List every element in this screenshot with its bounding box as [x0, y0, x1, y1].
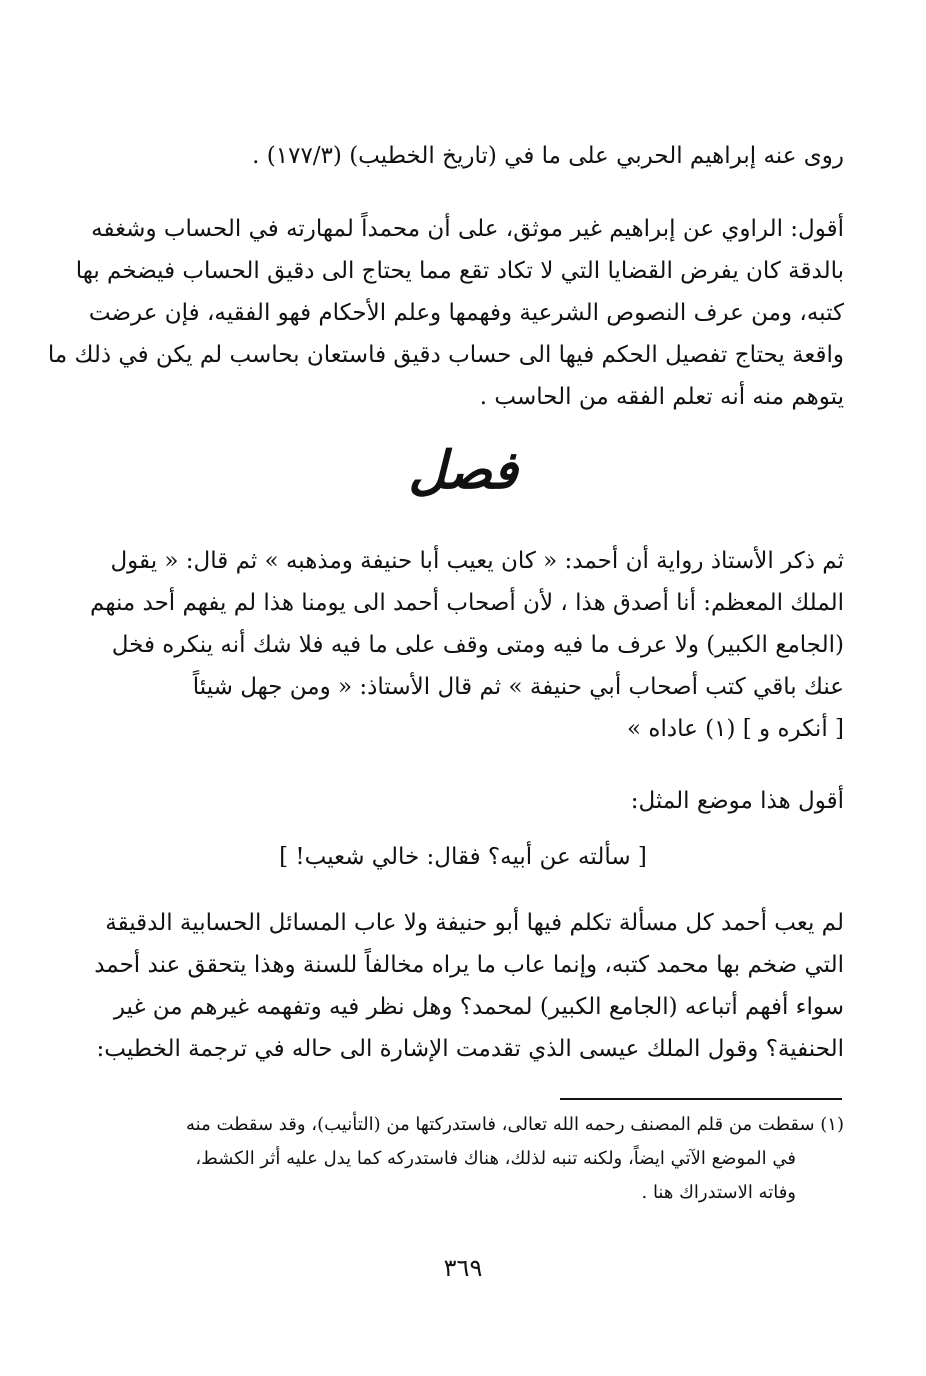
paragraph-line: واقعة يحتاج تفصيل الحكم فيها الى حساب دقيق فاستعان بحاسب لم يكن في ذلك ما	[47, 342, 844, 368]
first-paragraph	[47, 208, 844, 418]
paragraph-line: (الجامع الكبير) ولا عرف ما فيه ومتى وقف على ما فيه فلا شك أنه ينكره فخل	[111, 632, 844, 658]
proverb-quote: [ سألته عن أبيه؟ فقال: خالي شعيب! ]	[279, 844, 647, 870]
paragraph-line: لم يعب أحمد كل مسألة تكلم فيها أبو حنيفة ولا عاب المسائل الحسابية الدقيقة	[105, 910, 844, 936]
third-paragraph	[124, 780, 844, 822]
paragraph-line: التي ضخم بها محمد كتبه، وإنما عاب ما يراه مخالفاً للسنة وهذا يتحقق عند أحمد	[94, 952, 844, 978]
section-heading: فصل	[408, 440, 518, 501]
second-paragraph	[90, 540, 844, 750]
footnote-separator	[560, 1098, 842, 1100]
footnote	[124, 1108, 844, 1210]
paragraph-line: كتبه، ومن عرف النصوص الشرعية وفهمها وعلم الأحكام فهو الفقيه، فإن عرضت	[88, 300, 844, 326]
paragraph-line: الملك المعظم: أنا أصدق هذا ، لأن أصحاب أحمد الى يومنا هذا لم يفهم أحد منهم	[90, 590, 844, 616]
paragraph-line: بالدقة كان يفرض القضايا التي لا تكاد تقع مما يحتاج الى دقيق الحساب فيضخم بها	[75, 258, 844, 284]
paragraph-line: الحنفية؟ وقول الملك عيسى الذي تقدمت الإشارة الى حاله في ترجمة الخطيب:	[96, 1036, 844, 1062]
paragraph-line: أقول: الراوي عن إبراهيم غير موثق، على أن محمداً لمهارته في الحساب وشغفه	[91, 216, 844, 242]
footnote-line: في الموضع الآتي ايضاً، ولكنه تنبه لذلك، هناك فاستدركه كما يدل عليه أثر الكشط،	[195, 1148, 796, 1169]
footnote-line: وفاته الاستدراك هنا .	[641, 1182, 796, 1203]
paragraph-line: ثم ذكر الأستاذ رواية أن أحمد: « كان يعيب أبا حنيفة ومذهبه » ثم قال: « يقول	[110, 548, 844, 574]
page-number: ٣٦٩	[443, 1254, 483, 1282]
paragraph-line: أقول هذا موضع المثل:	[630, 788, 844, 814]
paragraph-line: [ أنكره و ] (١) عاداه »	[627, 716, 844, 742]
fourth-paragraph	[94, 902, 844, 1070]
paragraph-line: سواء أفهم أتباعه (الجامع الكبير) لمحمد؟ وهل نظر فيه وتفهمه غيرهم من غير	[113, 994, 844, 1020]
paragraph-line: روى عنه إبراهيم الحربي على ما في (تاريخ الخطيب) (١٧٧/٣) .	[252, 143, 844, 169]
opening-paragraph	[124, 135, 844, 177]
footnote-line: (١) سقطت من قلم المصنف رحمه الله تعالى، فاستدركتها من (التأنيب)، وقد سقطت منه	[186, 1114, 844, 1135]
paragraph-line: عنك باقي كتب أصحاب أبي حنيفة » ثم قال الأستاذ: « ومن جهل شيئاً	[192, 674, 844, 700]
paragraph-line: يتوهم منه أنه تعلم الفقه من الحاسب .	[479, 384, 844, 410]
